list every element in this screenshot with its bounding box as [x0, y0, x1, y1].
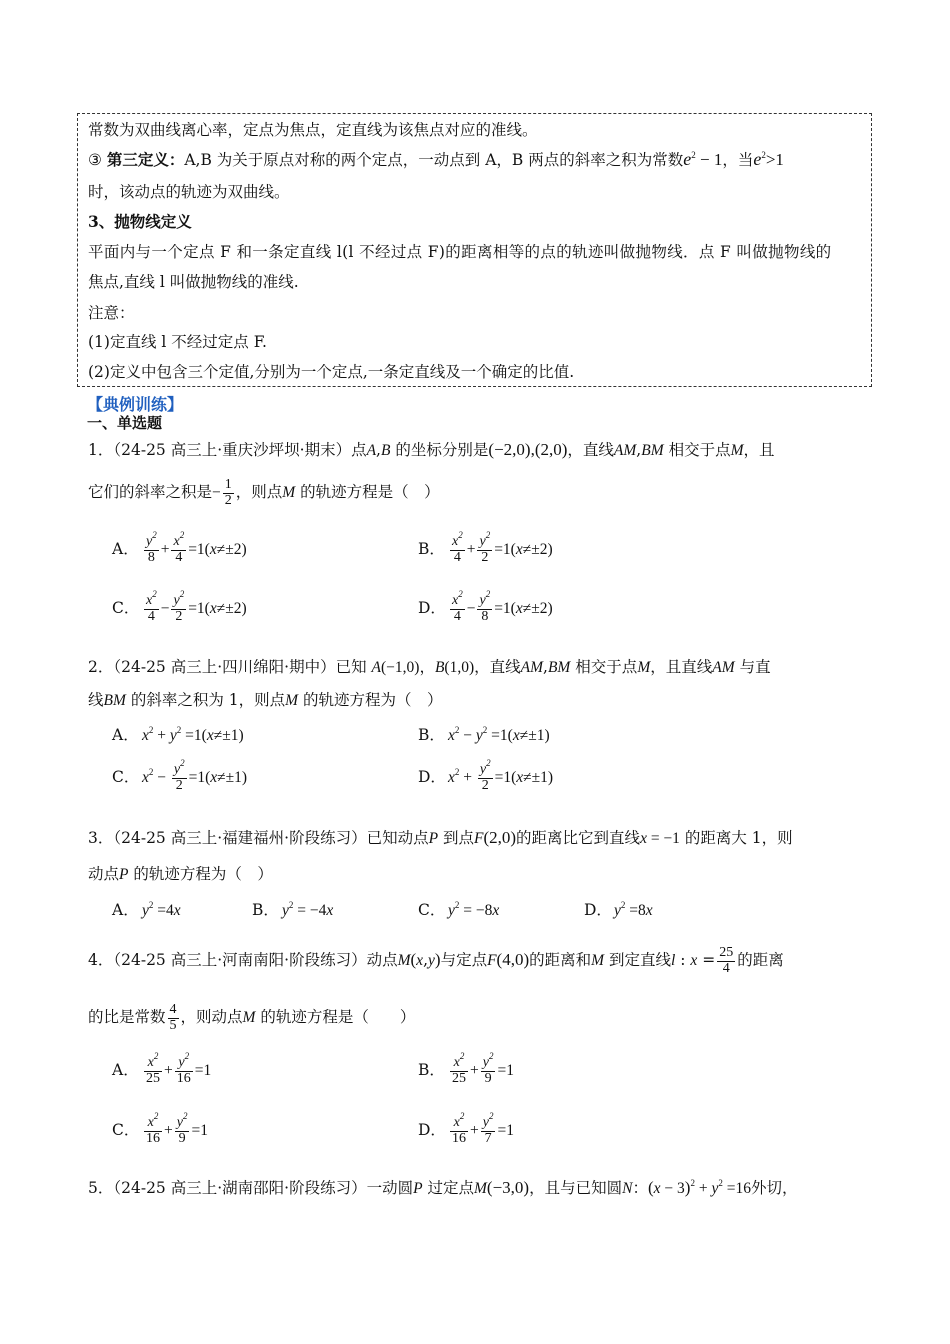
q1-option-a[interactable]: A． $\frac{y^2}{8}$ + $\frac{x^2}{4}$ =1(x≠±2): [112, 530, 247, 565]
parabola-def-1: 平面内与一个定点 F 和一条定直线 l(l 不经过点 F)的距离相等的点的轨迹叫做抛物线．点 F 叫做抛物线的: [88, 243, 832, 261]
q3-option-b[interactable]: B． $y^2 = -4x$: [252, 900, 334, 919]
q2-option-d[interactable]: D． $x^2$ + $\frac{y^2}{2}$ =1(x≠±1): [418, 758, 554, 793]
q4-option-b[interactable]: B． $\frac{x^2}{25}$ + $\frac{y^2}{9}$ =1: [418, 1051, 514, 1086]
q1-option-d[interactable]: D． $\frac{x^2}{4}$ − $\frac{y^2}{8}$ =1(x≠±2): [418, 589, 553, 624]
q1-option-c[interactable]: C． $\frac{x^2}{4}$ − $\frac{y^2}{2}$ =1(x≠±2): [112, 589, 247, 624]
note-label: 注意：: [88, 304, 135, 322]
q3-option-c[interactable]: C． $y^2 = -8x$: [418, 900, 500, 919]
question-3-line-2: 动点P 的轨迹方程为（ ）: [88, 865, 273, 883]
sub-title: 一、单选题: [87, 414, 163, 432]
question-4-line-2: 的比是常数 $\frac{4}{5}$ ，则动点M 的轨迹方程是（ ）: [88, 1002, 416, 1033]
question-1-line-1: 1．（24-25 高三上·重庆沙坪坝·期末）点A,B 的坐标分别是(−2,0),(2,0)，直线AM,BM 相交于点M，且: [88, 440, 775, 459]
q4-option-a[interactable]: A． $\frac{x^2}{25}$ + $\frac{y^2}{16}$ =1: [112, 1051, 212, 1086]
q2-option-a[interactable]: A． $x^2 + y^2 =1(x\ne\pm 1)$: [112, 725, 244, 744]
question-4-line-1: 4．（24-25 高三上·河南南阳·阶段练习）动点M(x,y)与定点F(4,0)的距离和M 到定直线l : x = $\frac{25}{4}$ 的距离: [88, 945, 784, 976]
question-3-line-1: 3．（24-25 高三上·福建福州·阶段练习）已知动点P 到点F(2,0)的距离比它到直线x = −1 的距离大 1，则: [88, 828, 793, 847]
q4-option-d[interactable]: D． $\frac{x^2}{16}$ + $\frac{y^2}{7}$ =1: [418, 1111, 514, 1146]
q3-option-d[interactable]: D． $y^2 =8x$: [584, 900, 653, 919]
q2-option-b[interactable]: B． $x^2 - y^2 =1(x\ne\pm 1)$: [418, 725, 550, 744]
question-2-line-1: 2．（24-25 高三上·四川绵阳·期中）已知 A(−1,0)，B(1,0)，直线AM,BM 相交于点M，且直线AM 与直: [88, 658, 771, 676]
question-5-line-1: 5．（24-25 高三上·湖南邵阳·阶段练习）一动圆P 过定点M(−3,0)，且与已知圆N：$(x - 3)^2 + y^2 =16$外切，: [88, 1178, 798, 1197]
q1-option-b[interactable]: B． $\frac{x^2}{4}$ + $\frac{y^2}{2}$ =1(x≠±2): [418, 530, 553, 565]
note-2: (2)定义中包含三个定值,分别为一个定点,一条定直线及一个确定的比值.: [88, 363, 575, 381]
box-line-1: 常数为双曲线离心率，定点为焦点，定直线为该焦点对应的准线。: [88, 121, 538, 139]
question-2-line-2: 线BM 的斜率之积为 1，则点M 的轨迹方程为（ ）: [88, 691, 443, 709]
q2-option-c[interactable]: C． $x^2$ − $\frac{y^2}{2}$ =1(x≠±1): [112, 758, 248, 793]
box-line-3: 时，该动点的轨迹为双曲线。: [88, 183, 290, 201]
q3-option-a[interactable]: A． $y^2 =4x$: [112, 900, 181, 919]
box-line-2: ③ 第三定义：A,B 为关于原点对称的两个定点，一动点到 A，B 两点的斜率之积为常数$e^2 - 1$，当$e^2>1$: [88, 149, 784, 169]
q4-option-c[interactable]: C． $\frac{x^2}{16}$ + $\frac{y^2}{9}$ =1: [112, 1111, 208, 1146]
section-title: 【典例训练】: [87, 395, 184, 414]
note-1: (1)定直线 l 不经过定点 F.: [88, 333, 267, 351]
question-1-line-2: 它们的斜率之积是− $\frac{1}{2}$ ，则点M 的轨迹方程是（ ）: [88, 477, 440, 508]
parabola-def-2: 焦点,直线 l 叫做抛物线的准线.: [88, 273, 299, 291]
parabola-heading: 3、抛物线定义: [88, 212, 192, 231]
